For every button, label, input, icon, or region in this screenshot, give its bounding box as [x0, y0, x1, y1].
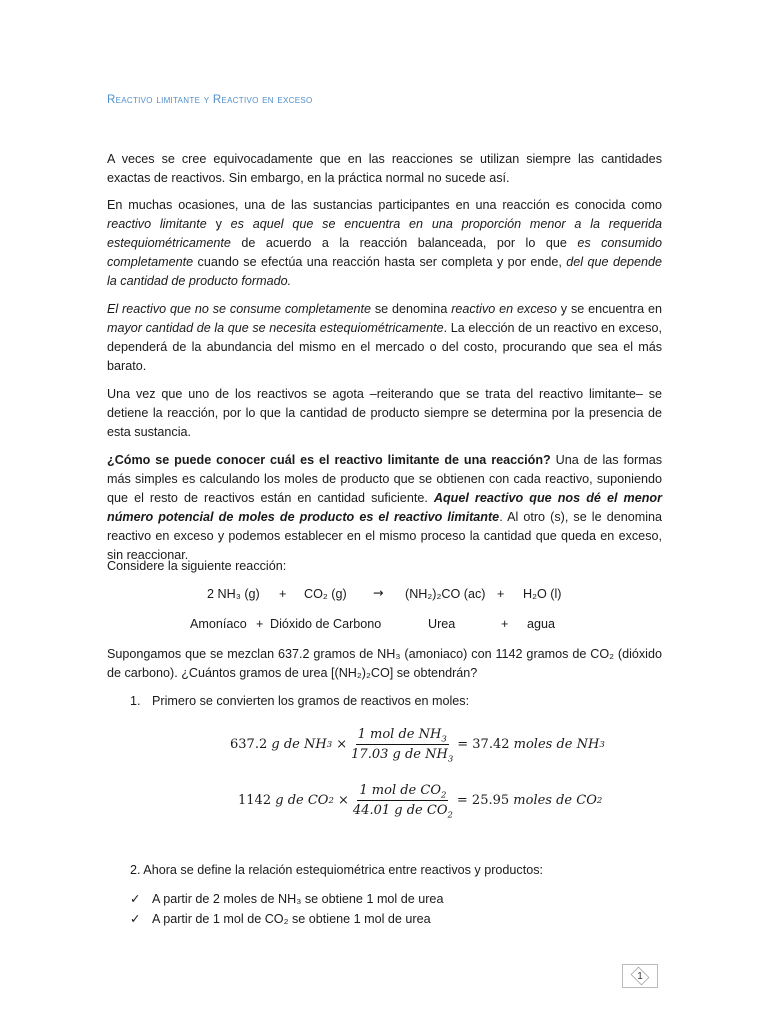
product-water: H₂O (l) — [523, 587, 562, 601]
check-item-text: A partir de 1 mol de CO₂ se obtiene 1 mol de urea — [152, 912, 431, 926]
paragraph-how-to-find — [107, 451, 662, 565]
paragraph-problem: Supongamos que se mezclan 637.2 gramos de NH₃ (amoniaco) con 1142 gramos de CO₂ (dióxido de carbono). ¿Cuántos gramos de urea [(NH₂)₂CO] se obtendrán? — [107, 647, 662, 680]
step-1 — [130, 694, 469, 708]
check-item — [130, 911, 431, 926]
paragraph-limiting-reagent — [107, 196, 662, 291]
math-subscript: 3 — [441, 734, 447, 745]
paragraph-reaction-stops: Una vez que uno de los reactivos se agota –reiterando que se trata del reactivo limitante– se detiene la reacción, por lo que la cantidad de producto siempre se determina por la presencia de esta sustancia. — [107, 387, 662, 439]
math-value: 1142 — [238, 793, 272, 808]
numerator-text: 1 mol de CO — [359, 783, 441, 798]
math-result: = 25.95 — [456, 793, 510, 808]
section-title: Reactivo limitante y Reactivo en exceso — [107, 94, 313, 106]
checkmark-icon: ✓ — [130, 912, 141, 926]
paragraph-intro: A veces se cree equivocadamente que en las reacciones se utilizan siempre las cantidades exactas de reactivos. Sin embargo, en la práctica normal no sucede así. — [107, 152, 662, 185]
text: se denomina — [370, 302, 452, 316]
plus-sign: + — [256, 617, 264, 631]
text: . La elección de un reactivo en exceso, dependerá de la abundancia del mismo en el mercado o del costo, procurando que sea el más barato. — [107, 321, 663, 373]
emphasis-text: Aquel reactivo que nos dé el menor número potencial de moles de producto es el reactivo limitante — [107, 491, 663, 524]
paragraph-excess-reagent — [107, 300, 662, 376]
plus-sign: + — [501, 617, 509, 631]
fraction-denominator — [352, 801, 453, 821]
name-water: agua — [527, 617, 556, 631]
plus-sign: + — [497, 587, 505, 601]
name-urea: Urea — [428, 617, 456, 631]
reaction-arrow: → — [373, 585, 384, 600]
check-item — [130, 891, 443, 906]
emphasis-text: reactivo limitante — [107, 217, 207, 231]
product-urea: (NH₂)₂CO (ac) — [405, 587, 486, 601]
math-result: = 37.42 — [457, 737, 510, 752]
reactant-co2: CO₂ (g) — [304, 587, 347, 601]
text: y — [206, 217, 231, 231]
text: Una de las formas más simples es calculando los moles de producto que se obtienen con cada reactivo, suponiendo que el resto de reactivos están en cantidad suficiente. — [107, 453, 662, 505]
times-sign: × — [338, 793, 349, 808]
step-2: 2. Ahora se define la relación estequiométrica entre reactivos y productos: — [130, 863, 544, 877]
text: . Al otro (s), se le denomina reactivo en exceso y podemos establecer en el mismo proceso la cantidad que queda en exceso, sin reaccionar. — [107, 510, 663, 562]
math-unit: moles de CO — [513, 793, 597, 808]
emphasis-text: es consumido completamente — [107, 236, 662, 269]
text: y se encuentra en — [556, 302, 662, 316]
text: cuando se efectúa una reacción hasta ser completa y por ende, — [193, 255, 567, 269]
fraction-denominator — [351, 745, 454, 765]
bold-question: ¿Cómo se puede conocer cuál es el reactivo limitante de una reacción? — [107, 453, 551, 467]
denominator-text: 44.01 g de CO — [352, 803, 448, 818]
times-sign: × — [336, 737, 348, 752]
check-item-text: A partir de 2 moles de NH₃ se obtiene 1 mol de urea — [152, 892, 444, 906]
text: de acuerdo a la reacción balanceada, por lo que — [230, 236, 578, 250]
math-unit: g de CO — [275, 793, 329, 808]
name-ammonia: Amoníaco — [190, 617, 247, 631]
fraction-numerator — [357, 783, 448, 801]
checkmark-icon: ✓ — [130, 892, 141, 906]
page-number-text: 1 — [637, 970, 643, 982]
math-subscript: 3 — [447, 754, 454, 765]
step-number: 1. — [130, 694, 141, 708]
math-value: 637.2 — [230, 737, 268, 752]
emphasis-text: mayor cantidad de la que se necesita estequiométricamente — [107, 321, 444, 335]
math-unit: g de NH — [271, 737, 327, 752]
math-subscript: 2 — [441, 790, 447, 801]
fraction-numerator — [356, 727, 449, 745]
emphasis-text: reactivo en exceso — [451, 302, 557, 316]
math-unit: moles de NH — [513, 737, 600, 752]
numerator-text: 1 mol de NH — [357, 727, 442, 742]
fraction — [352, 783, 453, 821]
step-text: Primero se convierten los gramos de reactivos en moles: — [152, 694, 470, 708]
name-co2: Dióxido de Carbono — [270, 617, 382, 631]
text: En muchas ocasiones, una de las sustancias participantes en una reacción es conocida como — [107, 198, 662, 212]
page-number — [622, 964, 658, 988]
denominator-text: 17.03 g de NH — [351, 747, 448, 762]
conversion-equation-nh3: 637.2 g de NH 3 × $\frac{1 mol de NH_3}{17.03 g de NH_3}$ = 37.42 moles de NH 3 — [230, 727, 605, 765]
emphasis-text: El reactivo que no se consume completamente — [107, 302, 371, 316]
plus-sign: + — [279, 587, 287, 601]
fraction — [351, 727, 454, 765]
paragraph-consider: Considere la siguiente reacción: — [107, 559, 287, 573]
conversion-equation-co2: 1142 g de CO 2 × $\frac{1 mol de CO_2}{44.01 g de CO_2}$ = 25.95 moles de CO 2 — [238, 783, 603, 821]
emphasis-text: del que depende la cantidad de producto formado. — [107, 255, 662, 288]
emphasis-text: es aquel que se encuentra en una proporción menor a la requerida estequiométricamente — [107, 217, 662, 250]
reactant-ammonia: 2 NH₃ (g) — [207, 587, 260, 601]
math-subscript: 2 — [447, 810, 453, 821]
